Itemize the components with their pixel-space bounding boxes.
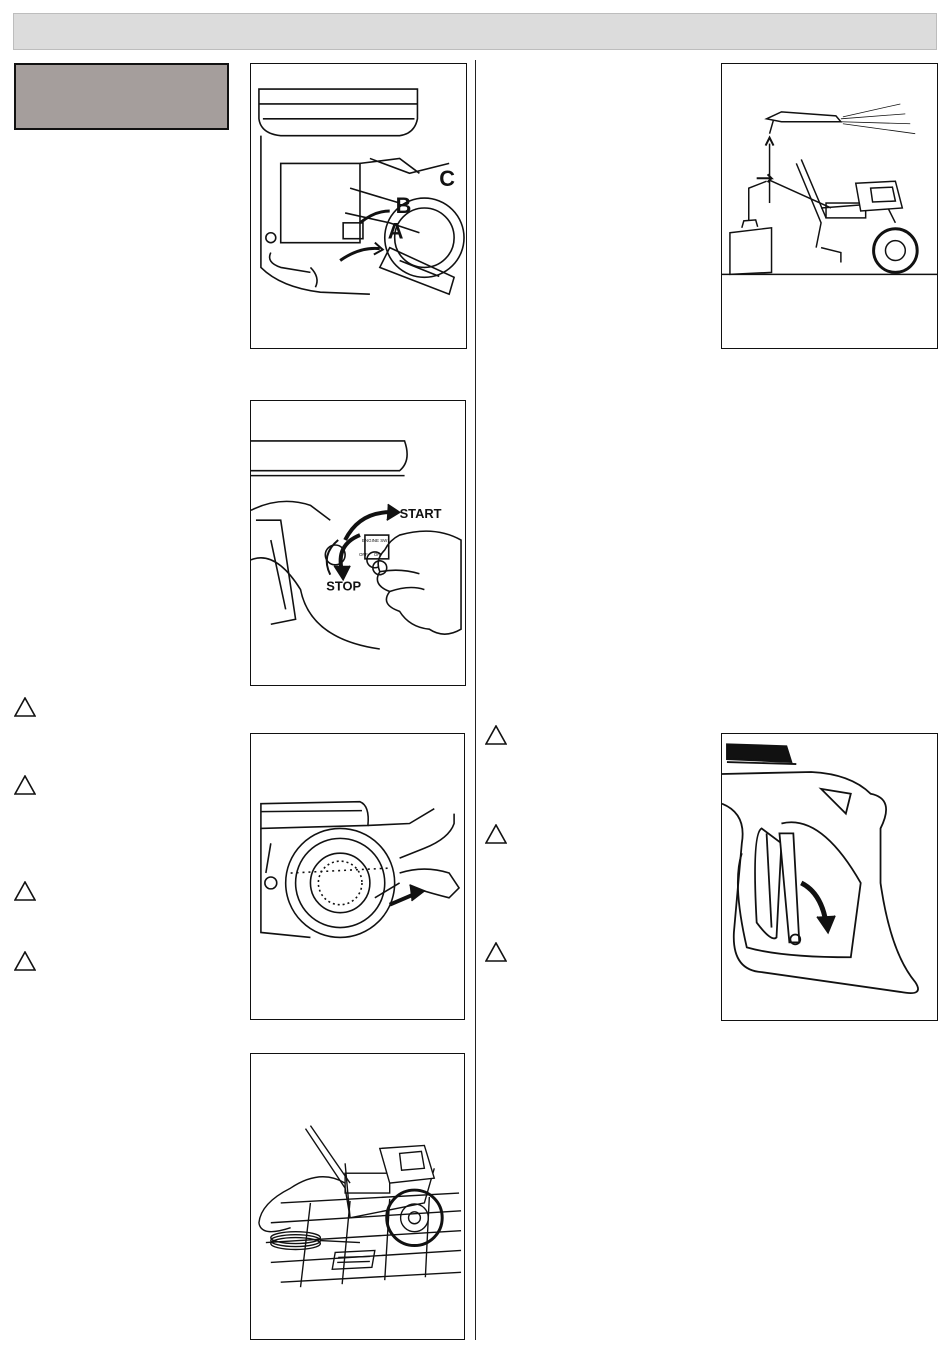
warning-triangle-icon <box>14 775 36 795</box>
warning-triangle-icon <box>485 824 507 844</box>
section-title-box <box>14 63 229 130</box>
figure-spray-gun <box>721 733 938 1021</box>
switch-off-label: OFF <box>358 551 368 557</box>
label-b: B <box>395 192 412 218</box>
figure-machine-hose <box>250 1053 465 1340</box>
figure-chemical-suction <box>721 63 938 349</box>
label-c: C <box>439 166 455 192</box>
warning-triangle-icon <box>14 951 36 971</box>
figure-ignition-switch <box>250 400 466 686</box>
figure-recoil-starter <box>250 733 465 1020</box>
start-label: START <box>399 506 442 522</box>
figure-engine-controls <box>250 63 467 349</box>
stop-label: STOP <box>326 578 362 594</box>
warning-triangle-icon <box>485 725 507 745</box>
page-header-bar <box>13 13 937 50</box>
switch-on-label: ON <box>373 551 381 557</box>
warning-triangle-icon <box>485 942 507 962</box>
warning-triangle-icon <box>14 697 36 717</box>
label-a: A <box>387 218 404 244</box>
column-divider <box>475 60 476 1340</box>
warning-triangle-icon <box>14 881 36 901</box>
switch-engine-label: ENGINE SW <box>361 538 388 544</box>
